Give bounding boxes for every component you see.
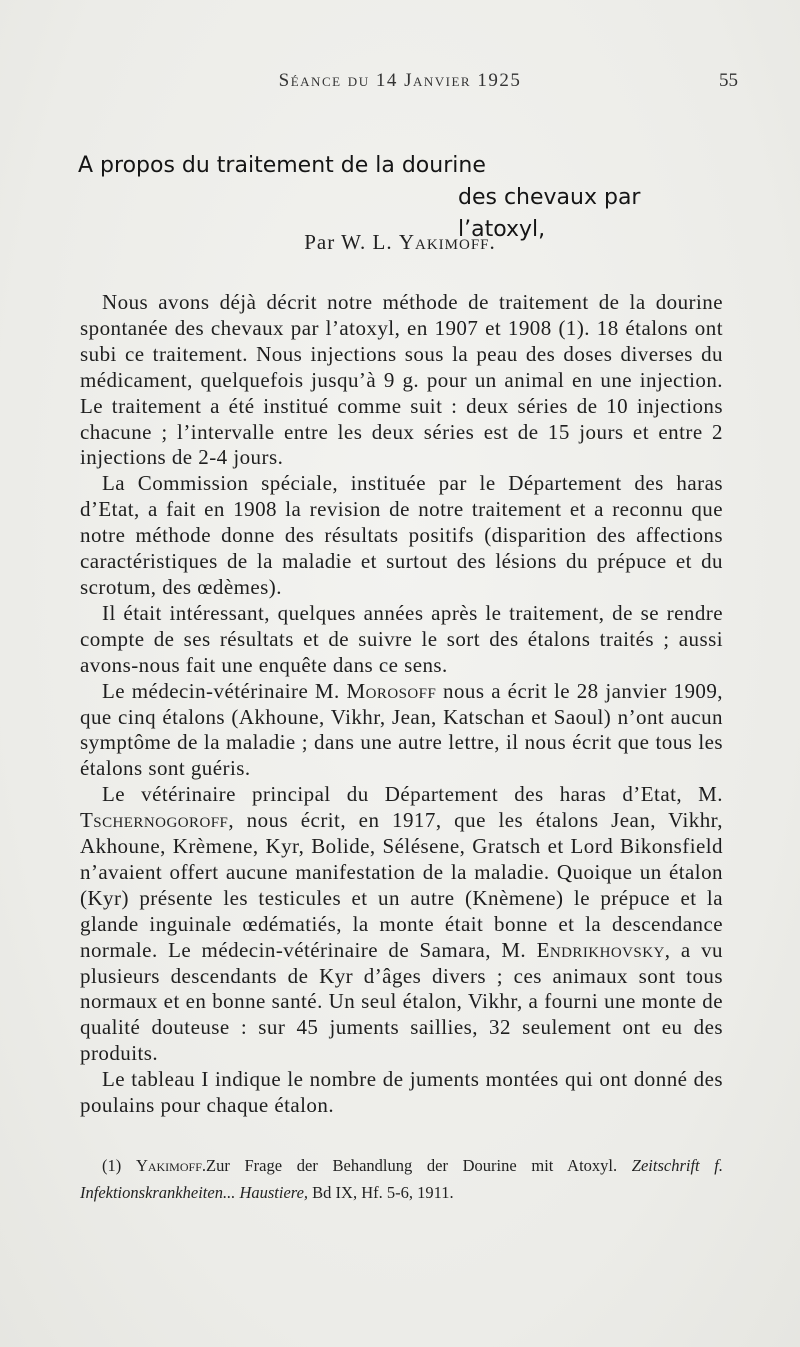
paragraph-4 <box>80 679 723 783</box>
person-name-morosoff: Morosoff <box>346 678 437 703</box>
person-name-endrikhovsky: Endrikhovsky, <box>536 937 671 962</box>
running-head <box>0 70 800 100</box>
byline <box>0 230 800 255</box>
running-head-title: Séance du 14 Janvier 1925 <box>278 70 522 91</box>
paragraph-5-part-2: nous écrit, en 1917, que les étalons Jean, Vikhr, Akhoune, Krèmene, Kyr, Bolide, Sélésene, Gratsch et Lord Bikonsfield n’avaient offert aucune manifestation de la maladie. Quoique un étalon (Kyr) présente les testicules et un autre (Knèmene) le prépuce et la glande inguinale œdématiés, la monte était bonne et la descendance normale. Le médecin-vétérinaire de Samara, M. <box>80 808 723 962</box>
person-name-tschernogoroff: Tschernogoroff, <box>80 808 235 833</box>
paragraph-3: Il était intéressant, quelques années après le traitement, de se rendre compte de ses résultats et de suivre le sort des étalons traités ; aussi avons-nous fait une enquête dans ce sens. <box>80 600 723 677</box>
paragraph-5-part-3: a vu plusieurs descendants de Kyr d’âges divers ; ces animaux sont tous normaux et en bonne santé. Un seul étalon, Vikhr, a fourni une monte de qualité douteuse : sur 45 juments saillies, 32 seulement ont eu des produits. <box>80 937 724 1066</box>
footnote-author: Yakimoff. <box>135 1156 206 1175</box>
article-title-line-2: des chevaux par l’atoxyl, <box>458 185 641 242</box>
footnote-reference: Bd IX, Hf. 5-6, 1911. <box>312 1183 454 1202</box>
footnote-journal: Zeitschrift f. Infektionskrankheiten... Haustiere, <box>80 1156 724 1202</box>
paragraph-4-part-2: nous a écrit le 28 janvier 1909, que cinq étalons (Akhoune, Vikhr, Jean, Katschan et Saoul) n’ont aucun symptôme de la maladie ; dans une autre lettre, il nous écrit que tous les étalons sont guéris. <box>80 678 723 781</box>
paragraph-1: Nous avons déjà décrit notre méthode de traitement de la dourine spontanée des chevaux par l’atoxyl, en 1907 et 1908 (1). 18 étalons ont subi ce traitement. Nous injections sous la peau des doses diverses du médicament, quelquefois jusqu’à 9 g. pour un animal en une injection. Le traitement a été institué comme suit : deux séries de 10 injections chacune ; l’intervalle entre les deux séries est de 15 jours et entre 2 injections de 2-4 jours. <box>80 290 723 470</box>
paragraph-5-part-1: Le vétérinaire principal du Département des haras d’Etat, M. <box>102 782 723 807</box>
paragraph-2: La Commission spéciale, instituée par le Département des haras d’Etat, a fait en 1908 la revision de notre traitement et a reconnu que notre méthode donne des résultats positifs (disparition des affections caractéristiques de la maladie et surtout des lésions du prépuce et du scrotum, des œdèmes). <box>80 471 723 599</box>
paragraph-6: Le tableau I indique le nombre de juments montées qui ont donné des poulains pour chaque étalon. <box>80 1067 723 1118</box>
article-body <box>80 290 723 1119</box>
article-title-line-1: A propos du traitement de la dourine <box>78 153 486 178</box>
footnote-text: Zur Frage der Behandlung der Dourine mit Atoxyl. <box>206 1156 618 1175</box>
paragraph-5 <box>80 782 723 1067</box>
footnote-marker: (1) <box>102 1156 122 1175</box>
byline-author: Yakimoff. <box>398 230 496 254</box>
footnote <box>80 1152 723 1206</box>
page-number: 55 <box>719 70 738 91</box>
byline-prefix: Par W. L. <box>304 230 393 254</box>
paragraph-4-part-1: Le médecin-vétérinaire M. <box>102 678 340 703</box>
